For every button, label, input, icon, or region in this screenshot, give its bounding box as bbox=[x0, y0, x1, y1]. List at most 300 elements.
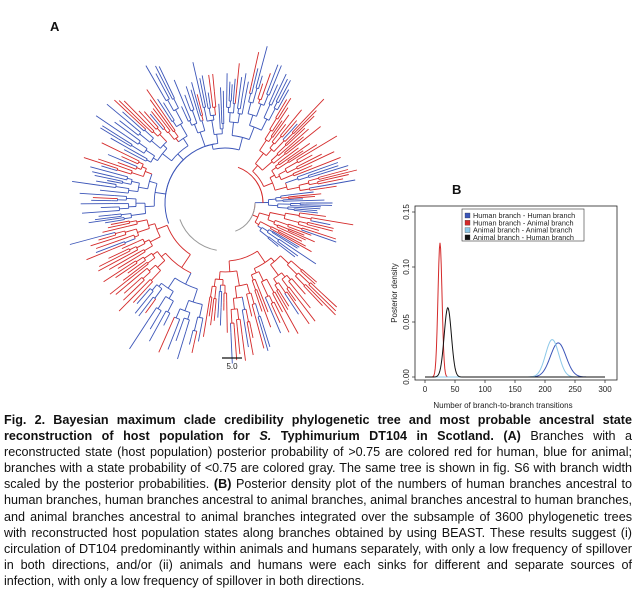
tree-branch bbox=[291, 261, 301, 270]
tree-branch bbox=[305, 205, 332, 206]
tree-branch bbox=[311, 218, 321, 220]
tree-branch bbox=[139, 187, 148, 189]
tree-branch bbox=[157, 128, 161, 133]
x-tick-label: 0 bbox=[422, 385, 428, 394]
tree-branch bbox=[262, 331, 268, 351]
tree-branch bbox=[251, 275, 253, 280]
tree-branch bbox=[141, 279, 151, 289]
tree-branch bbox=[250, 322, 251, 327]
tree-branch bbox=[124, 249, 129, 251]
tree-branch bbox=[261, 119, 267, 130]
tree-branch bbox=[257, 290, 262, 303]
tree-branch bbox=[170, 89, 175, 98]
tree-branch bbox=[131, 214, 145, 216]
tree-branch bbox=[211, 297, 212, 303]
tree-branch bbox=[251, 293, 254, 304]
tree-branch bbox=[164, 129, 167, 133]
tree-branch bbox=[308, 222, 315, 224]
tree-branch bbox=[166, 253, 192, 273]
tree-branch bbox=[218, 298, 219, 318]
tree-branch bbox=[261, 282, 268, 296]
tree-branch bbox=[154, 184, 157, 207]
tree-branch bbox=[200, 78, 205, 103]
tree-branch bbox=[151, 271, 160, 281]
tree-branch bbox=[245, 82, 249, 100]
tree-branch bbox=[202, 75, 207, 102]
tree-branch bbox=[139, 268, 147, 275]
tree-branch bbox=[252, 280, 255, 290]
tree-branch bbox=[230, 113, 231, 122]
tree-branch bbox=[178, 154, 184, 160]
tree-branch bbox=[202, 116, 203, 121]
tree-branch bbox=[258, 92, 260, 99]
tree-branch bbox=[321, 228, 333, 231]
tree-branch bbox=[172, 120, 174, 121]
tree-branch bbox=[306, 284, 313, 291]
tree-branch bbox=[302, 99, 324, 123]
tree-branch bbox=[251, 327, 253, 338]
tree-branch bbox=[299, 221, 307, 223]
tree-branch bbox=[242, 309, 246, 310]
tree-branch bbox=[191, 110, 194, 111]
tree-branch bbox=[221, 87, 222, 109]
tree-branch bbox=[168, 132, 174, 139]
tree-branch bbox=[164, 89, 169, 99]
tree-branch bbox=[308, 174, 313, 176]
tree-branch bbox=[151, 156, 155, 162]
tree-branch bbox=[148, 308, 156, 321]
tree-branch bbox=[231, 92, 232, 101]
tree-branch bbox=[158, 148, 167, 160]
tree-branch bbox=[145, 130, 154, 138]
tree-branch bbox=[260, 140, 267, 150]
tree-branch bbox=[126, 136, 138, 144]
tree-branch bbox=[283, 199, 294, 200]
tree-branch bbox=[101, 186, 116, 188]
tree-branch bbox=[148, 291, 154, 298]
tree-branch bbox=[299, 111, 316, 128]
tree-branch bbox=[298, 194, 321, 196]
tree-branch bbox=[242, 297, 244, 309]
tree-backbone bbox=[238, 167, 263, 203]
tree-branch bbox=[219, 272, 220, 280]
tree-branch bbox=[276, 300, 283, 313]
tree-branch bbox=[238, 114, 242, 115]
tree-branch bbox=[278, 207, 288, 208]
tree-branch bbox=[143, 239, 145, 243]
tree-branch bbox=[125, 239, 135, 243]
tree-branch bbox=[239, 137, 242, 150]
y-axis-label: Posterior density bbox=[390, 263, 399, 323]
panel-b-label: B bbox=[452, 182, 462, 197]
tree-branch bbox=[142, 167, 146, 169]
tree-branch bbox=[234, 104, 235, 113]
tree-branch bbox=[273, 293, 276, 299]
tree-branch bbox=[157, 225, 167, 229]
tree-branch bbox=[146, 123, 154, 131]
tree-branch bbox=[272, 138, 275, 142]
tree-branch bbox=[115, 182, 122, 183]
tree-branch bbox=[117, 170, 131, 174]
tree-branch bbox=[281, 256, 289, 264]
tree-branch bbox=[135, 236, 139, 238]
tree-branch bbox=[250, 87, 252, 94]
tree-branch bbox=[300, 213, 311, 215]
tree-branch bbox=[286, 183, 288, 190]
tree-branch bbox=[255, 213, 259, 222]
legend-swatch bbox=[465, 228, 470, 233]
tree-branch bbox=[274, 102, 277, 108]
tree-branch bbox=[95, 218, 106, 220]
tree-branch bbox=[143, 272, 150, 279]
tree-branch bbox=[265, 130, 271, 139]
tree-branch bbox=[191, 101, 194, 110]
tree-branch bbox=[259, 84, 261, 89]
tree-branch bbox=[269, 109, 275, 121]
tree-branch bbox=[152, 285, 157, 291]
tree-branch bbox=[129, 221, 136, 222]
tree-branch bbox=[288, 207, 303, 208]
tree-branch bbox=[174, 99, 179, 109]
tree-branch bbox=[217, 134, 218, 143]
tree-branch bbox=[145, 246, 153, 251]
tree-branch bbox=[255, 222, 259, 224]
tree-branch bbox=[247, 322, 248, 329]
tree-branch bbox=[240, 100, 241, 109]
tree-branch bbox=[282, 279, 288, 287]
tree-branch bbox=[238, 93, 240, 108]
tree-branch bbox=[116, 192, 129, 193]
tree-branch bbox=[271, 265, 279, 276]
tree-branch bbox=[127, 177, 128, 180]
tree-branch bbox=[145, 203, 146, 213]
tree-branch bbox=[220, 307, 221, 325]
tree-branch bbox=[268, 213, 270, 220]
tree-branch bbox=[240, 77, 242, 93]
tree-branch bbox=[176, 138, 179, 142]
label-b: (B) bbox=[213, 477, 232, 492]
x-tick-label: 250 bbox=[568, 385, 582, 394]
tree-branch bbox=[192, 110, 197, 123]
tree-branch bbox=[238, 114, 239, 123]
tree-branch bbox=[269, 230, 273, 232]
tree-branch bbox=[158, 123, 164, 130]
tree-branch bbox=[275, 220, 288, 225]
tree-branch bbox=[114, 196, 126, 197]
tree-branch bbox=[329, 175, 349, 180]
tree-branch bbox=[200, 95, 203, 108]
caption-title-post: Typhimurium DT104 in Scotland. bbox=[280, 429, 494, 444]
tree-branch bbox=[256, 88, 259, 89]
y-tick-label: 0.10 bbox=[402, 259, 411, 275]
tree-branch bbox=[299, 183, 309, 185]
tree-branch bbox=[229, 261, 230, 272]
tree-branch bbox=[240, 319, 242, 335]
tree-branch bbox=[275, 285, 278, 290]
tree-branch bbox=[176, 309, 180, 318]
tree-branch bbox=[214, 279, 215, 287]
tree-branch bbox=[144, 253, 151, 258]
tree-branch bbox=[311, 221, 320, 223]
tree-branch bbox=[149, 224, 155, 226]
tree-branch bbox=[276, 197, 281, 198]
tree-branch bbox=[282, 130, 289, 138]
tree-branch bbox=[102, 143, 128, 156]
tree-branch bbox=[320, 223, 331, 225]
tree-branch bbox=[293, 172, 298, 174]
tree-branch bbox=[168, 278, 175, 288]
tree-branch bbox=[209, 304, 211, 317]
tree-branch bbox=[163, 96, 166, 101]
tree-branch bbox=[119, 208, 128, 209]
x-tick-label: 300 bbox=[598, 385, 612, 394]
tree-branch bbox=[159, 66, 170, 89]
tree-branch bbox=[234, 79, 236, 99]
tree-branch bbox=[250, 115, 253, 125]
tree-branch bbox=[207, 120, 214, 121]
tree-branch bbox=[150, 237, 160, 242]
tree-branch bbox=[131, 214, 132, 218]
tree-branch bbox=[257, 104, 262, 116]
legend-entry: Animal branch - Animal branch bbox=[473, 225, 573, 235]
tree-branch bbox=[259, 99, 260, 103]
tree-branch bbox=[99, 215, 112, 216]
tree-branch bbox=[148, 258, 155, 264]
tree-branch bbox=[215, 107, 216, 115]
tree-branch bbox=[267, 279, 274, 292]
legend-entry: Animal branch - Human branch bbox=[473, 232, 574, 242]
tree-branch bbox=[209, 297, 210, 303]
tree-branch bbox=[213, 115, 214, 120]
tree-branch bbox=[115, 231, 125, 234]
tree-branch bbox=[204, 107, 207, 121]
legend-entry: Human branch - Human branch bbox=[473, 211, 576, 220]
tree-branch bbox=[156, 66, 169, 92]
tree-branch bbox=[266, 150, 271, 156]
tree-branch bbox=[149, 181, 157, 183]
tree-branch bbox=[279, 175, 282, 180]
tree-branch bbox=[286, 179, 298, 183]
tree-branch bbox=[125, 221, 129, 222]
tree-branch bbox=[182, 255, 191, 268]
tree-branch bbox=[185, 300, 189, 310]
tree-branch bbox=[298, 166, 313, 172]
tree-branch bbox=[162, 154, 171, 161]
tree-branch bbox=[270, 175, 275, 178]
tree-branch bbox=[212, 120, 214, 134]
tree-branch bbox=[128, 266, 138, 273]
tree-branch bbox=[300, 189, 310, 191]
tree-branch bbox=[164, 311, 166, 315]
tree-branch bbox=[105, 183, 117, 185]
tree-branch bbox=[253, 215, 258, 217]
tree-backbone bbox=[180, 219, 217, 250]
tree-branch bbox=[189, 337, 191, 345]
tree-branch bbox=[111, 222, 125, 225]
tree-branch bbox=[319, 178, 324, 179]
tree-branch bbox=[126, 198, 136, 199]
caption-text-a: Branches with a reconstructed state (host population) posterior probability of >0.75 are colored red for human, blue for animal; branches with a state probability of <0.75 are colored gray. The same tree is shown in fig. S6 with branch width scaled by the posterior probabilities. bbox=[4, 429, 633, 492]
tree-branch bbox=[309, 183, 318, 185]
tree-branch bbox=[298, 160, 302, 162]
tree-branch bbox=[129, 167, 136, 170]
tree-branch bbox=[308, 181, 309, 185]
tree-branch bbox=[80, 193, 115, 195]
tree-branch bbox=[100, 128, 118, 139]
tree-branch bbox=[270, 118, 277, 129]
tree-branch bbox=[211, 313, 213, 325]
tree-branch bbox=[231, 332, 232, 363]
y-tick-label: 0.00 bbox=[402, 369, 411, 385]
tree-branch bbox=[220, 271, 237, 272]
tree-branch bbox=[264, 95, 268, 106]
tree-branch bbox=[294, 209, 309, 210]
tree-branch bbox=[151, 141, 160, 149]
tree-branch bbox=[160, 134, 167, 141]
tree-branch bbox=[186, 86, 191, 100]
tree-branch bbox=[308, 157, 341, 170]
tree-branch bbox=[242, 310, 244, 321]
tree-branch bbox=[260, 316, 263, 325]
tree-branch bbox=[139, 143, 147, 149]
tree-branch bbox=[123, 288, 136, 300]
tree-branch bbox=[269, 296, 272, 303]
density-curve bbox=[425, 343, 605, 377]
tree-branch bbox=[249, 94, 251, 102]
tree-branch bbox=[192, 344, 194, 353]
tree-branch bbox=[207, 103, 208, 109]
tree-branch bbox=[268, 205, 277, 206]
tree-branch bbox=[188, 120, 191, 121]
tree-branch bbox=[156, 265, 161, 270]
tree-branch bbox=[220, 121, 221, 129]
tree-branch bbox=[251, 272, 258, 275]
tree-branch bbox=[174, 317, 179, 319]
tree-branch bbox=[158, 297, 166, 309]
tree-branch bbox=[221, 292, 222, 308]
tree-branch bbox=[186, 273, 191, 284]
tree-branch bbox=[264, 183, 273, 187]
tree-branch bbox=[203, 303, 209, 337]
tree-branch bbox=[153, 252, 158, 255]
tree-branch bbox=[276, 115, 289, 133]
tree-branch bbox=[270, 213, 285, 216]
tree-branch bbox=[281, 303, 298, 334]
tree-branch bbox=[120, 242, 125, 244]
tree-branch bbox=[153, 158, 157, 161]
tree-branch bbox=[147, 220, 149, 229]
tree-branch bbox=[280, 313, 289, 332]
tree-branch bbox=[260, 222, 271, 228]
tree-branch bbox=[254, 269, 256, 273]
tree-branch bbox=[237, 271, 240, 286]
tree-branch bbox=[268, 303, 281, 333]
tree-branch bbox=[176, 110, 183, 123]
tree-branch bbox=[300, 196, 315, 197]
tree-branch bbox=[172, 317, 175, 324]
tree-branch bbox=[128, 189, 129, 194]
tree-branch bbox=[248, 299, 252, 316]
tree-branch bbox=[256, 304, 260, 317]
tree-branch bbox=[211, 286, 213, 297]
tree-branch bbox=[287, 275, 291, 279]
tree-branch bbox=[319, 176, 326, 178]
tree-branch bbox=[178, 332, 186, 359]
tree-branch bbox=[194, 124, 197, 133]
tree-branch bbox=[261, 279, 266, 282]
tree-branch bbox=[186, 320, 190, 332]
tree-branch bbox=[259, 272, 264, 281]
tree-branch bbox=[299, 217, 311, 219]
tree-branch bbox=[166, 160, 184, 194]
tree-branch bbox=[309, 210, 317, 211]
tree-branch bbox=[212, 286, 216, 287]
tree-branch bbox=[200, 318, 203, 333]
tree-branch bbox=[144, 240, 149, 242]
tree-branch bbox=[200, 132, 205, 146]
tree-branch bbox=[169, 291, 173, 298]
tree-branch bbox=[122, 157, 130, 160]
tree-branch bbox=[209, 108, 210, 116]
tree-branch bbox=[193, 289, 197, 302]
panel-a-label: A bbox=[50, 19, 60, 34]
tree-branch bbox=[147, 160, 151, 162]
tree-branch bbox=[99, 238, 107, 240]
tree-branch bbox=[139, 162, 144, 164]
tree-branch bbox=[262, 162, 272, 171]
tree-branch bbox=[281, 246, 295, 257]
tree-branch bbox=[292, 192, 314, 195]
tree-branch bbox=[274, 141, 284, 152]
tree-branch bbox=[198, 131, 205, 133]
tree-branch bbox=[311, 214, 326, 216]
tree-branch bbox=[269, 100, 271, 104]
tree-branch bbox=[191, 330, 193, 336]
tree-branch bbox=[130, 247, 137, 250]
tree-branch bbox=[172, 146, 189, 161]
tree-branch bbox=[250, 125, 262, 130]
tree-branch bbox=[287, 168, 297, 173]
tree-branch bbox=[189, 300, 203, 304]
tree-branch bbox=[260, 231, 269, 238]
tree-branch bbox=[193, 330, 197, 331]
tree-branch bbox=[310, 188, 326, 190]
tree-branch bbox=[297, 177, 298, 180]
tree-branch bbox=[136, 257, 143, 262]
tree-branch bbox=[114, 235, 126, 239]
tree-branch bbox=[267, 85, 271, 94]
tree-branch bbox=[264, 105, 270, 118]
tree-branch bbox=[324, 180, 355, 186]
tree-branch bbox=[131, 171, 132, 174]
tree-branch bbox=[179, 136, 188, 142]
tree-branch bbox=[111, 169, 117, 171]
tree-branch bbox=[116, 185, 117, 188]
legend-swatch bbox=[465, 220, 470, 225]
tree-branch bbox=[285, 213, 299, 215]
tree-branch bbox=[189, 107, 191, 111]
tree-branch bbox=[268, 220, 275, 223]
tree-branch bbox=[164, 103, 171, 114]
tree-branch bbox=[129, 190, 138, 191]
tree-branch bbox=[248, 103, 251, 114]
tree-branch bbox=[270, 65, 278, 85]
tree-branch bbox=[134, 235, 135, 239]
tree-branch bbox=[131, 180, 132, 185]
x-tick-label: 150 bbox=[508, 385, 522, 394]
tree-branch bbox=[269, 91, 271, 95]
tree-branch bbox=[146, 289, 151, 294]
